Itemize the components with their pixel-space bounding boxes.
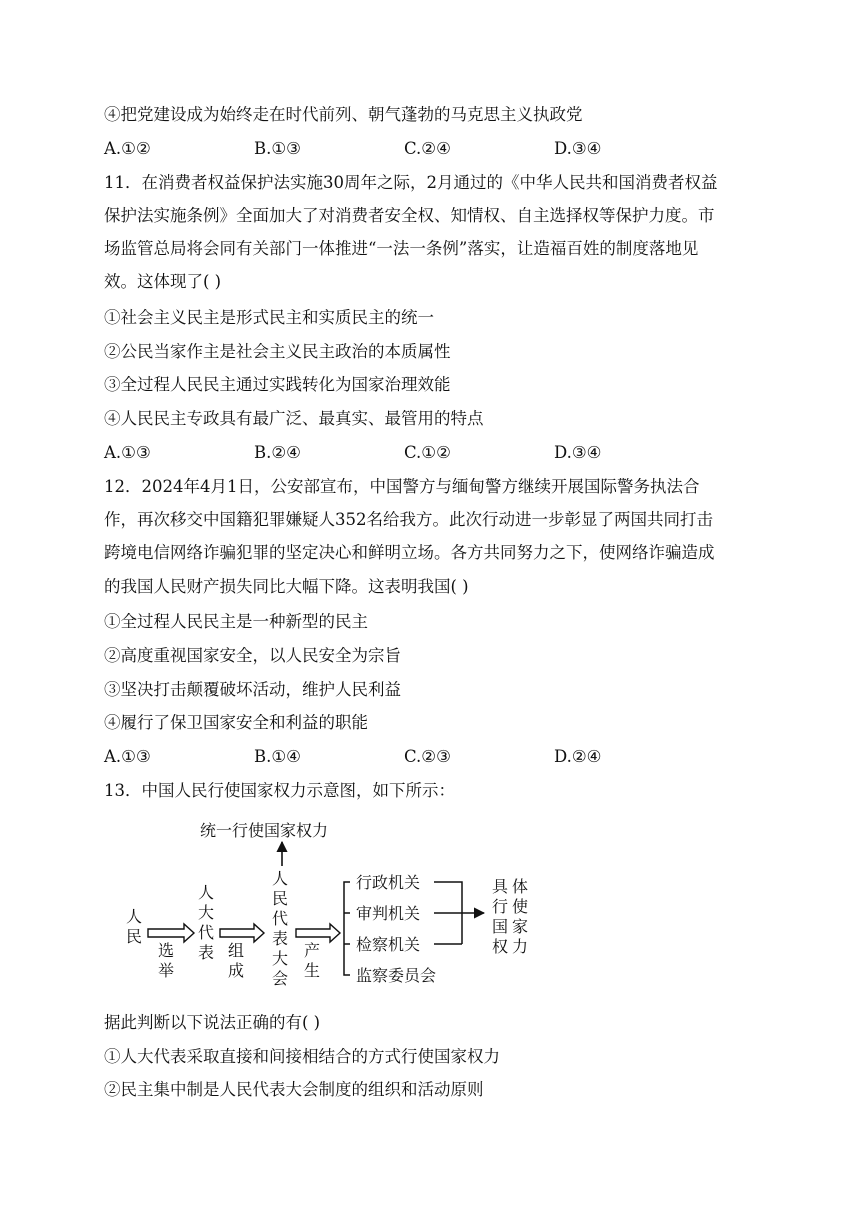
edge-produce-char-2: 生 xyxy=(304,961,321,980)
q11-stem-line-2: 保护法实施条例》全面加大了对消费者安全权、知情权、自主选择权等保护力度。市 xyxy=(104,206,715,225)
node-npc-char-5: 大 xyxy=(272,949,289,968)
diagram-top-label: 统一行使国家权力 xyxy=(200,821,329,840)
node-npc-char-2: 民 xyxy=(272,889,289,908)
node-result-char-8: 力 xyxy=(512,937,529,956)
q11-option-d: D.③④ xyxy=(554,443,602,462)
node-npc-char-1: 人 xyxy=(272,869,289,888)
q11-option-c: C.①② xyxy=(404,443,451,462)
edge-elect-char-2: 举 xyxy=(158,961,175,980)
q10-option-d: D.③④ xyxy=(554,139,602,158)
organ-judicial: 审判机关 xyxy=(356,904,421,923)
q12-option-b: B.①④ xyxy=(254,747,301,766)
q12-options xyxy=(104,745,744,769)
q12-option-d: D.②④ xyxy=(554,747,602,766)
node-deputies-char-2: 大 xyxy=(198,903,215,922)
edge-produce-label xyxy=(304,941,325,980)
node-deputies-char-4: 表 xyxy=(198,943,215,962)
q10-option-a: A.①② xyxy=(104,139,151,158)
q11-item-3: ③全过程人民民主通过实践转化为国家治理效能 xyxy=(104,375,451,394)
node-people xyxy=(126,907,147,946)
edge-elect-label xyxy=(158,941,179,980)
node-result-char-4: 使 xyxy=(512,897,529,916)
edge-form-label xyxy=(228,941,249,980)
node-people-char-2: 民 xyxy=(126,927,143,946)
edge-form-char-1: 组 xyxy=(228,941,245,960)
q12-stem-line-2: 作，再次移交中国籍犯罪嫌疑人352名给我方。此次行动进一步彰显了两国共同打击 xyxy=(104,510,713,529)
q11-item-2: ②公民当家作主是社会主义民主政治的本质属性 xyxy=(104,342,451,361)
q10-options xyxy=(104,137,744,161)
organ-administrative: 行政机关 xyxy=(356,873,421,892)
organ-supervisory: 监察委员会 xyxy=(356,966,437,985)
organs-left-bracket xyxy=(344,882,350,975)
node-npc-char-4: 表 xyxy=(272,929,289,948)
node-deputies-char-1: 人 xyxy=(198,883,215,902)
node-deputies xyxy=(198,883,219,962)
q11-option-a: A.①③ xyxy=(104,443,151,462)
q11-item-4: ④人民民主专政具有最广泛、最真实、最管用的特点 xyxy=(104,409,484,428)
node-result-char-7: 权 xyxy=(492,937,509,956)
node-people-char-1: 人 xyxy=(126,907,143,926)
arrow-produce xyxy=(296,924,340,942)
q11-option-b: B.②④ xyxy=(254,443,301,462)
q13-stem: 13．中国人民行使国家权力示意图，如下所示： xyxy=(104,781,455,800)
organ-procuratorial: 检察机关 xyxy=(356,935,421,954)
q12-option-a: A.①③ xyxy=(104,747,151,766)
node-result-char-2: 体 xyxy=(512,877,529,896)
q13-item-2: ②民主集中制是人民代表大会制度的组织和活动原则 xyxy=(104,1080,484,1099)
node-npc-char-3: 代 xyxy=(272,909,289,928)
arrow-elect xyxy=(148,924,194,942)
q12-item-1: ①全过程人民民主是一种新型的民主 xyxy=(104,612,368,631)
q11-item-1: ①社会主义民主是形式民主和实质民主的统一 xyxy=(104,308,434,327)
node-result-char-6: 家 xyxy=(512,917,529,936)
q11-stem-line-1: 11．在消费者权益保护法实施30周年之际，2月通过的《中华人民共和国消费者权益 xyxy=(104,173,718,192)
edge-form-char-2: 成 xyxy=(228,961,245,980)
q12-option-c: C.②③ xyxy=(404,747,451,766)
edge-produce-char-1: 产 xyxy=(304,941,321,960)
q11-options xyxy=(104,441,744,465)
q12-stem-line-1: 12．2024年4月1日，公安部宣布，中国警方与缅甸警方继续开展国际警务执法合 xyxy=(104,477,700,496)
q12-item-4: ④履行了保卫国家安全和利益的职能 xyxy=(104,713,368,732)
node-result xyxy=(492,877,533,956)
node-result-char-1: 具 xyxy=(492,877,509,896)
arrow-form xyxy=(220,924,264,942)
node-result-char-3: 行 xyxy=(492,897,509,916)
power-flow-diagram xyxy=(104,812,544,1004)
node-result-char-5: 国 xyxy=(492,917,509,936)
node-deputies-char-3: 代 xyxy=(198,923,215,942)
q10-option-c: C.②④ xyxy=(404,139,451,158)
q10-item-4: ④把党建设成为始终走在时代前列、朝气蓬勃的马克思主义执政党 xyxy=(104,105,583,124)
node-npc-char-6: 会 xyxy=(272,969,289,988)
q11-stem-line-4: 效。这体现了( ) xyxy=(104,272,222,291)
node-npc xyxy=(272,869,293,988)
q12-item-3: ③坚决打击颠覆破坏活动，维护人民利益 xyxy=(104,680,401,699)
q11-stem-line-3: 场监管总局将会同有关部门一体推进“一法一条例”落实，让造福百姓的制度落地见 xyxy=(104,239,699,258)
q12-item-2: ②高度重视国家安全，以人民安全为宗旨 xyxy=(104,646,401,665)
q13-item-1: ①人大代表采取直接和间接相结合的方式行使国家权力 xyxy=(104,1047,500,1066)
q12-stem-line-3: 跨境电信网络诈骗犯罪的坚定决心和鲜明立场。各方共同努力之下，使网络诈骗造成 xyxy=(104,543,715,562)
q10-option-b: B.①③ xyxy=(254,139,301,158)
edge-elect-char-1: 选 xyxy=(158,941,175,960)
q13-question: 据此判断以下说法正确的有( ) xyxy=(104,1013,321,1032)
q12-stem-line-4: 的我国人民财产损失同比大幅下降。这表明我国( ) xyxy=(104,577,469,596)
